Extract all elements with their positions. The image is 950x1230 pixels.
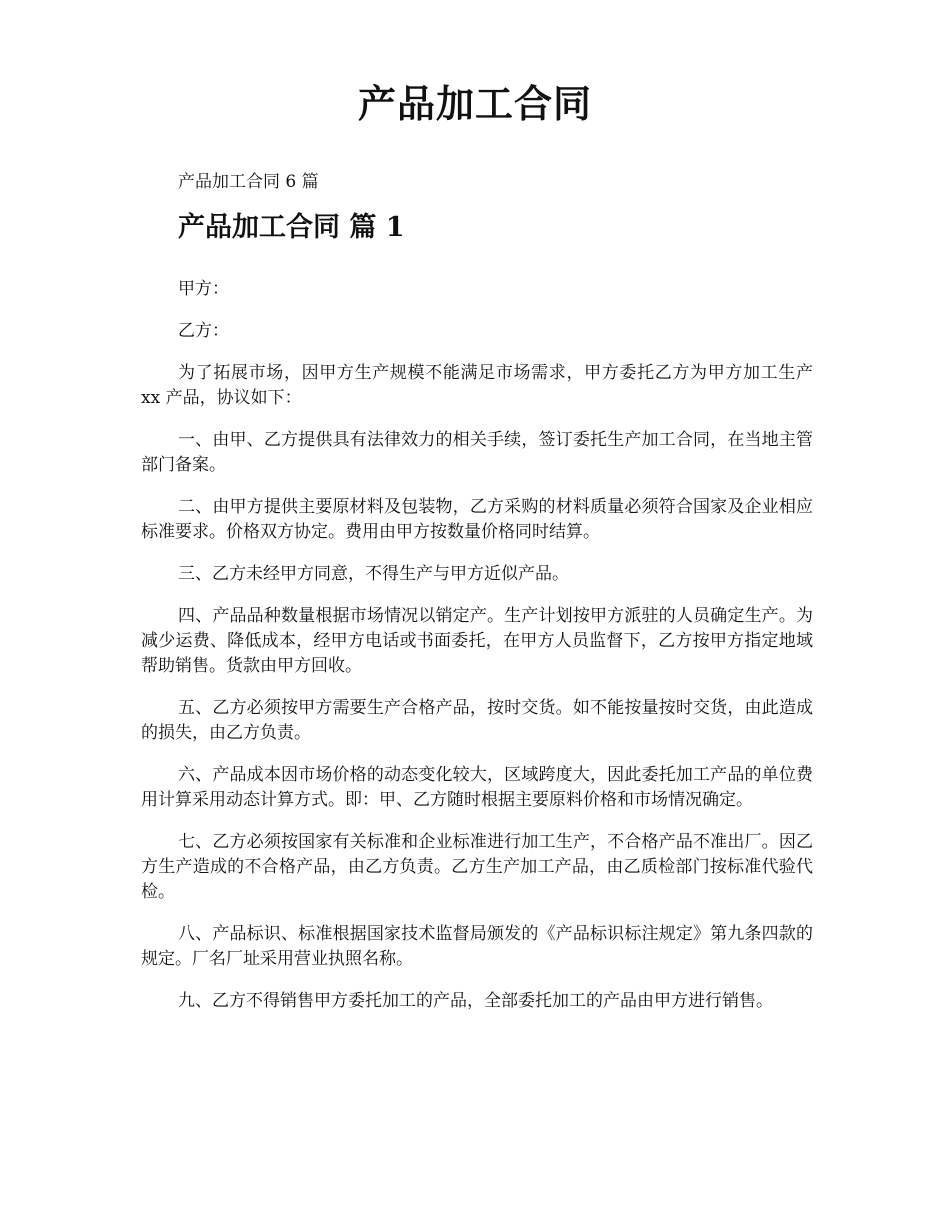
clause-2: 二、由甲方提供主要原材料及包装物，乙方采购的材料质量必须符合国家及企业相应标准要求。价格双方协定。费用由甲方按数量价格同时结算。 bbox=[141, 497, 813, 542]
clause-6: 六、产品成本因市场价格的动态变化较大，区域跨度大，因此委托加工产品的单位费用计算采用动态计算方式。即：甲、乙方随时根据主要原料价格和市场情况确定。 bbox=[141, 765, 813, 810]
clause-9: 九、乙方不得销售甲方委托加工的产品，全部委托加工的产品由甲方进行销售。 bbox=[178, 991, 773, 1011]
clause-1: 一、由甲、乙方提供具有法律效力的相关手续，签订委托生产加工合同，在当地主管部门备案。 bbox=[141, 430, 813, 475]
clause-3: 三、乙方未经甲方同意，不得生产与甲方近似产品。 bbox=[178, 564, 569, 584]
party-a-line: 甲方： bbox=[178, 279, 229, 299]
clause-7: 七、乙方必须按国家有关标准和企业标准进行加工生产，不合格产品不准出厂。因乙方生产造成的不合格产品，由乙方负责。乙方生产加工产品，由乙质检部门按标准代验代检。 bbox=[141, 832, 813, 902]
clause-4: 四、产品品种数量根据市场情况以销定产。生产计划按甲方派驻的人员确定生产。为减少运费、降低成本，经甲方电话或书面委托，在甲方人员监督下，乙方按甲方指定地域帮助销售。货款由甲方回收。 bbox=[141, 606, 813, 676]
document-subtitle: 产品加工合同 6 篇 bbox=[178, 172, 319, 192]
clause-5: 五、乙方必须按甲方需要生产合格产品，按时交货。如不能按量按时交货，由此造成的损失，由乙方负责。 bbox=[141, 698, 813, 743]
party-b-line: 乙方： bbox=[178, 321, 229, 341]
preamble-paragraph: 为了拓展市场，因甲方生产规模不能满足市场需求，甲方委托乙方为甲方加工生产 xx 产品，协议如下： bbox=[141, 363, 813, 408]
section-heading: 产品加工合同 篇 1 bbox=[178, 212, 405, 243]
document-title: 产品加工合同 bbox=[357, 81, 592, 126]
document-body bbox=[141, 277, 813, 1031]
clause-8: 八、产品标识、标准根据国家技术监督局颁发的《产品标识标注规定》第九条四款的规定。厂名厂址采用营业执照名称。 bbox=[141, 924, 813, 969]
